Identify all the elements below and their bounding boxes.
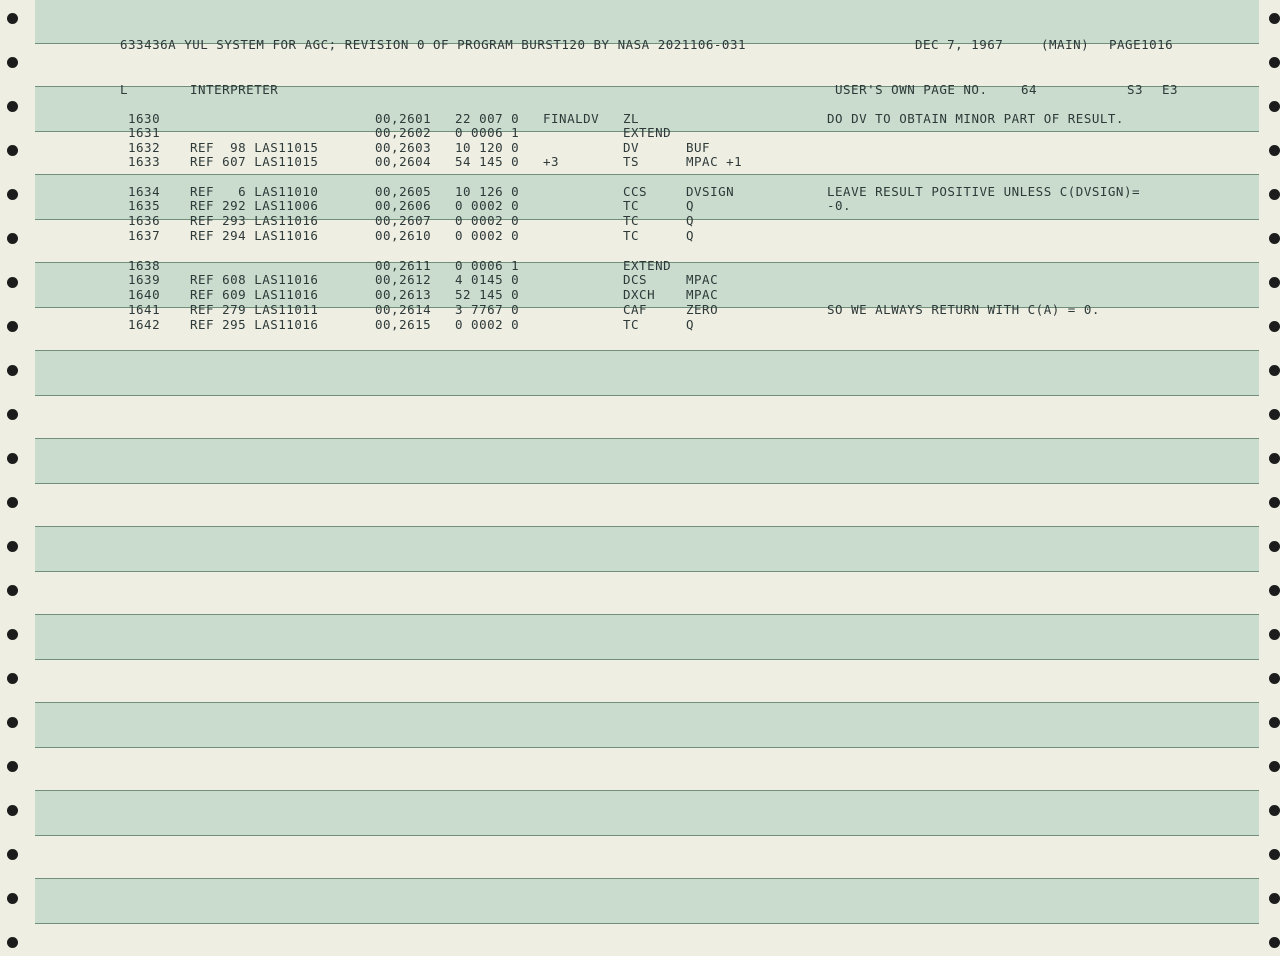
tractor-hole — [7, 717, 18, 728]
paper-green-band — [35, 790, 1259, 836]
opcode: EXTEND — [623, 125, 672, 140]
paper-green-band — [35, 702, 1259, 748]
tractor-hole — [7, 497, 18, 508]
comment: -0. — [827, 198, 852, 213]
tractor-hole — [1269, 321, 1280, 332]
routine-name: INTERPRETER — [190, 82, 279, 97]
tractor-hole — [7, 849, 18, 860]
comment: SO WE ALWAYS RETURN WITH C(A) = 0. — [827, 302, 1100, 317]
octal-code: 0 0002 0 — [455, 317, 520, 332]
octal-code: 0 0002 0 — [455, 198, 520, 213]
operand: MPAC — [686, 287, 719, 302]
octal-code: 22 007 0 — [455, 111, 520, 126]
paper-green-band — [35, 438, 1259, 484]
tractor-hole — [1269, 277, 1280, 288]
tractor-hole — [1269, 145, 1280, 156]
paper-green-band — [35, 614, 1259, 660]
address: 00,2611 — [375, 258, 432, 273]
ref-info: REF 295 LAS11016 — [190, 317, 319, 332]
operand: MPAC — [686, 272, 719, 287]
ref-info: REF 98 LAS11015 — [190, 140, 319, 155]
tractor-hole — [7, 189, 18, 200]
octal-code: 4 0145 0 — [455, 272, 520, 287]
paper-green-band — [35, 350, 1259, 396]
tractor-hole — [1269, 233, 1280, 244]
address: 00,2606 — [375, 198, 432, 213]
tractor-hole — [7, 57, 18, 68]
line-number: 1630 — [128, 111, 161, 126]
address: 00,2610 — [375, 228, 432, 243]
opcode: EXTEND — [623, 258, 672, 273]
tractor-hole — [1269, 761, 1280, 772]
tractor-hole — [7, 365, 18, 376]
octal-code: 3 7767 0 — [455, 302, 520, 317]
octal-code: 0 0002 0 — [455, 213, 520, 228]
line-number: 1640 — [128, 287, 161, 302]
operand: DVSIGN — [686, 184, 735, 199]
comment: DO DV TO OBTAIN MINOR PART OF RESULT. — [827, 111, 1124, 126]
opcode: TC — [623, 317, 640, 332]
tractor-hole — [1269, 937, 1280, 948]
operand: BUF — [686, 140, 711, 155]
address: 00,2612 — [375, 272, 432, 287]
line-number: 1633 — [128, 154, 161, 169]
ref-info: REF 279 LAS11011 — [190, 302, 319, 317]
paper-green-band — [35, 878, 1259, 924]
line-number: 1637 — [128, 228, 161, 243]
octal-code: 0 0002 0 — [455, 228, 520, 243]
tractor-hole — [1269, 893, 1280, 904]
address: 00,2607 — [375, 213, 432, 228]
line-number: 1631 — [128, 125, 161, 140]
tractor-hole — [1269, 101, 1280, 112]
tractor-hole — [1269, 849, 1280, 860]
address: 00,2614 — [375, 302, 432, 317]
address: 00,2615 — [375, 317, 432, 332]
opcode: DXCH — [623, 287, 656, 302]
tractor-hole — [7, 805, 18, 816]
tractor-hole — [1269, 717, 1280, 728]
address: 00,2613 — [375, 287, 432, 302]
printout-page — [35, 0, 1259, 956]
tractor-hole — [1269, 13, 1280, 24]
ref-info: REF 607 LAS11015 — [190, 154, 319, 169]
operand: ZERO — [686, 302, 719, 317]
opcode: ZL — [623, 111, 640, 126]
tractor-hole — [1269, 629, 1280, 640]
opcode: TC — [623, 198, 640, 213]
tractor-hole — [7, 409, 18, 420]
tractor-hole — [7, 629, 18, 640]
tractor-hole — [1269, 453, 1280, 464]
statement-label: +3 — [543, 154, 560, 169]
comment: LEAVE RESULT POSITIVE UNLESS C(DVSIGN)= — [827, 184, 1140, 199]
tractor-hole — [7, 145, 18, 156]
tractor-hole — [1269, 585, 1280, 596]
page-number: PAGE1016 — [1109, 37, 1174, 52]
users-page-number: 64 — [1021, 82, 1038, 97]
tractor-hole — [7, 101, 18, 112]
opcode: CCS — [623, 184, 648, 199]
address: 00,2604 — [375, 154, 432, 169]
listing-title: 633436A YUL SYSTEM FOR AGC; REVISION 0 OF PROGRAM BURST120 BY NASA 2021106-031 — [120, 37, 746, 52]
line-number: 1632 — [128, 140, 161, 155]
line-number: 1639 — [128, 272, 161, 287]
users-page-label: USER'S OWN PAGE NO. — [835, 82, 988, 97]
tractor-hole — [7, 937, 18, 948]
opcode: TC — [623, 213, 640, 228]
line-number: 1642 — [128, 317, 161, 332]
listing-type: L — [120, 82, 129, 97]
line-number: 1638 — [128, 258, 161, 273]
tractor-hole — [7, 893, 18, 904]
octal-code: 10 126 0 — [455, 184, 520, 199]
address: 00,2603 — [375, 140, 432, 155]
tractor-hole — [1269, 189, 1280, 200]
address: 00,2605 — [375, 184, 432, 199]
tractor-hole — [7, 585, 18, 596]
tractor-hole — [7, 13, 18, 24]
tractor-hole — [7, 321, 18, 332]
print-date: DEC 7, 1967 — [915, 37, 1004, 52]
opcode: TC — [623, 228, 640, 243]
right-tractor-holes — [1262, 0, 1280, 956]
ref-info: REF 294 LAS11016 — [190, 228, 319, 243]
tractor-hole — [1269, 497, 1280, 508]
tractor-hole — [7, 541, 18, 552]
tractor-hole — [1269, 541, 1280, 552]
tractor-hole — [7, 453, 18, 464]
operand: Q — [686, 213, 695, 228]
opcode: DCS — [623, 272, 648, 287]
section-label: (MAIN) — [1041, 37, 1090, 52]
line-number: 1634 — [128, 184, 161, 199]
e-code: E3 — [1162, 82, 1179, 97]
tractor-hole — [1269, 673, 1280, 684]
ref-info: REF 6 LAS11010 — [190, 184, 319, 199]
tractor-hole — [7, 277, 18, 288]
address: 00,2601 — [375, 111, 432, 126]
opcode: TS — [623, 154, 640, 169]
left-tractor-holes — [0, 0, 24, 956]
octal-code: 0 0006 1 — [455, 125, 520, 140]
octal-code: 10 120 0 — [455, 140, 520, 155]
tractor-hole — [1269, 409, 1280, 420]
tractor-hole — [1269, 805, 1280, 816]
operand: Q — [686, 228, 695, 243]
octal-code: 52 145 0 — [455, 287, 520, 302]
line-number: 1636 — [128, 213, 161, 228]
operand: Q — [686, 198, 695, 213]
octal-code: 54 145 0 — [455, 154, 520, 169]
line-number: 1635 — [128, 198, 161, 213]
line-number: 1641 — [128, 302, 161, 317]
operand: MPAC +1 — [686, 154, 743, 169]
ref-info: REF 293 LAS11016 — [190, 213, 319, 228]
paper-green-band — [35, 526, 1259, 572]
tractor-hole — [7, 761, 18, 772]
tractor-hole — [1269, 365, 1280, 376]
tractor-hole — [7, 233, 18, 244]
operand: Q — [686, 317, 695, 332]
ref-info: REF 292 LAS11006 — [190, 198, 319, 213]
opcode: CAF — [623, 302, 648, 317]
octal-code: 0 0006 1 — [455, 258, 520, 273]
tractor-hole — [1269, 57, 1280, 68]
statement-label: FINALDV — [543, 111, 600, 126]
address: 00,2602 — [375, 125, 432, 140]
opcode: DV — [623, 140, 640, 155]
ref-info: REF 608 LAS11016 — [190, 272, 319, 287]
tractor-hole — [7, 673, 18, 684]
ref-info: REF 609 LAS11016 — [190, 287, 319, 302]
s-code: S3 — [1127, 82, 1144, 97]
